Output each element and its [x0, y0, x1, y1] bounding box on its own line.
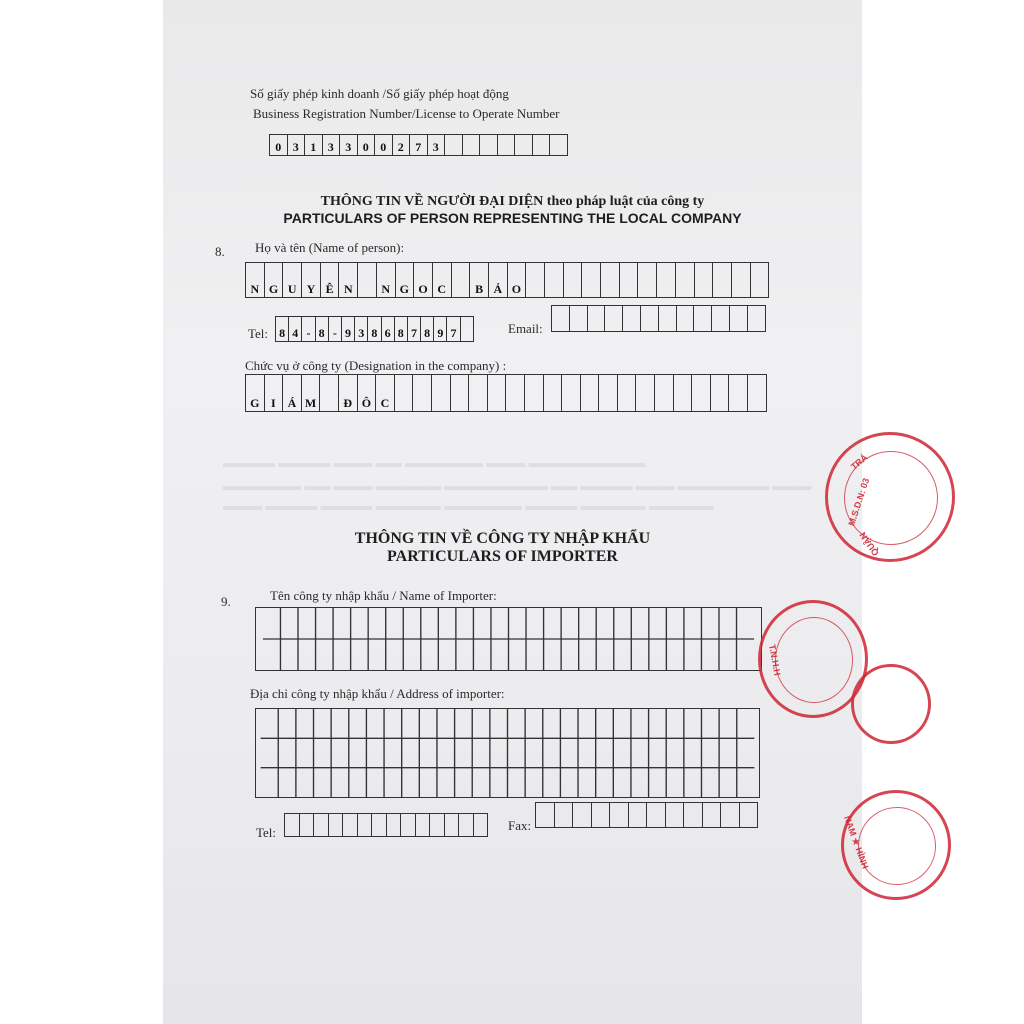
char-box[interactable]: O [414, 263, 433, 297]
char-box[interactable]: Ô [358, 375, 377, 411]
char-box[interactable]: - [302, 317, 315, 341]
char-box[interactable] [536, 803, 555, 827]
char-box[interactable] [506, 375, 525, 411]
char-box[interactable]: 8 [276, 317, 289, 341]
char-box[interactable] [387, 814, 402, 836]
char-box[interactable] [676, 263, 695, 297]
char-box[interactable]: 9 [342, 317, 355, 341]
char-box[interactable] [463, 135, 481, 155]
char-box[interactable] [372, 814, 387, 836]
char-box[interactable] [684, 803, 703, 827]
char-box[interactable]: 8 [316, 317, 329, 341]
char-box[interactable]: U [283, 263, 302, 297]
char-box[interactable]: 1 [305, 135, 323, 155]
char-box[interactable] [692, 375, 711, 411]
char-box[interactable] [581, 375, 600, 411]
char-box[interactable] [740, 803, 759, 827]
char-box[interactable] [545, 263, 564, 297]
document-page [163, 0, 881, 1024]
char-box[interactable] [416, 814, 431, 836]
char-box[interactable] [655, 375, 674, 411]
char-box[interactable]: M [302, 375, 321, 411]
char-box[interactable] [469, 375, 488, 411]
designation-label: Chức vụ ở công ty (Designation in the company) : [245, 358, 507, 373]
email-boxes[interactable] [551, 305, 766, 332]
char-box[interactable] [674, 375, 693, 411]
char-box[interactable] [285, 814, 300, 836]
char-box[interactable] [703, 803, 722, 827]
char-box[interactable] [562, 375, 581, 411]
char-box[interactable]: Ê [321, 263, 340, 297]
company-seal-stamp [841, 790, 951, 900]
char-box[interactable] [550, 135, 568, 155]
char-box[interactable]: G [396, 263, 415, 297]
char-box[interactable]: 3 [428, 135, 446, 155]
importer-name-label: Tên công ty nhập khẩu / Name of Importer: [270, 588, 497, 603]
show-through-text: ▬▬▬ ▬▬▬▬ ▬▬▬▬ ▬▬▬▬▬ ▬▬▬▬▬▬ ▬▬▬▬ ▬▬▬▬▬ ▬▬▬▬▬ [223, 498, 714, 513]
char-box[interactable] [533, 135, 551, 155]
char-box[interactable] [358, 814, 373, 836]
stamp-text: QUẬN [857, 530, 881, 558]
char-box[interactable]: 6 [382, 317, 395, 341]
char-box[interactable]: 3 [355, 317, 368, 341]
char-box[interactable]: C [433, 263, 452, 297]
designation-boxes[interactable] [245, 374, 767, 412]
char-box[interactable] [525, 375, 544, 411]
char-box[interactable]: 0 [270, 135, 288, 155]
char-box[interactable] [629, 803, 648, 827]
char-box[interactable]: C [376, 375, 395, 411]
char-box[interactable] [445, 135, 463, 155]
char-box[interactable] [588, 306, 606, 331]
char-box[interactable] [638, 263, 657, 297]
char-box[interactable] [358, 263, 377, 297]
char-box[interactable]: Y [302, 263, 321, 297]
char-box[interactable] [564, 263, 583, 297]
char-box[interactable] [618, 375, 637, 411]
char-box[interactable] [343, 814, 358, 836]
item-number-9: 9. [221, 594, 231, 609]
char-box[interactable] [544, 375, 563, 411]
char-box[interactable] [599, 375, 618, 411]
char-box[interactable]: 8 [395, 317, 408, 341]
char-box[interactable] [498, 135, 516, 155]
importer-fax-label: Fax: [508, 818, 532, 833]
char-box[interactable]: I [265, 375, 284, 411]
char-box[interactable] [620, 263, 639, 297]
char-box[interactable] [474, 814, 489, 836]
char-box[interactable] [695, 263, 714, 297]
char-box[interactable] [636, 375, 655, 411]
char-box[interactable] [515, 135, 533, 155]
importer-fax-boxes[interactable] [535, 802, 758, 828]
char-box[interactable] [432, 375, 451, 411]
email-label: Email: [508, 321, 543, 336]
char-box[interactable] [623, 306, 641, 331]
char-box[interactable]: B [470, 263, 489, 297]
char-box[interactable] [732, 263, 751, 297]
char-box[interactable]: N [246, 263, 265, 297]
char-box[interactable] [751, 263, 770, 297]
char-box[interactable] [677, 306, 695, 331]
char-box[interactable]: 3 [288, 135, 306, 155]
char-box[interactable] [452, 263, 471, 297]
importer-tel-boxes[interactable] [284, 813, 488, 837]
char-box[interactable] [459, 814, 474, 836]
importer-heading-en: PARTICULARS OF IMPORTER [387, 548, 618, 565]
char-box[interactable] [320, 375, 339, 411]
company-seal-stamp [825, 432, 955, 562]
stamp-text: M.S.D.N: 03 [846, 476, 872, 528]
char-box[interactable]: 9 [434, 317, 447, 341]
char-box[interactable] [657, 263, 676, 297]
char-box[interactable] [712, 306, 730, 331]
char-box[interactable] [721, 803, 740, 827]
importer-address-label: Địa chỉ công ty nhập khẩu / Address of importer: [250, 686, 505, 701]
char-box[interactable]: 7 [447, 317, 460, 341]
business-reg-number-boxes[interactable] [269, 134, 568, 156]
stamp-text: T.N.H.H [767, 643, 783, 677]
char-box[interactable]: 8 [421, 317, 434, 341]
char-box[interactable] [694, 306, 712, 331]
importer-tel-label: Tel: [256, 825, 277, 840]
importer-heading-vi: THÔNG TIN VỀ CÔNG TY NHẬP KHẨU [354, 530, 651, 547]
business-reg-label-vi: Số giấy phép kinh doanh /Số giấy phép hoạt động [250, 86, 509, 101]
char-box[interactable] [647, 803, 666, 827]
person-name-label: Họ và tên (Name of person): [255, 240, 405, 255]
char-box[interactable] [570, 306, 588, 331]
char-box[interactable]: Ả [489, 263, 508, 297]
char-box[interactable] [748, 306, 766, 331]
char-box[interactable]: 7 [408, 317, 421, 341]
char-box[interactable]: - [329, 317, 342, 341]
char-box[interactable] [641, 306, 659, 331]
char-box[interactable]: 4 [289, 317, 302, 341]
char-box[interactable] [711, 375, 730, 411]
importer-address-grid[interactable] [255, 708, 760, 798]
char-box[interactable]: O [508, 263, 527, 297]
char-box[interactable] [610, 803, 629, 827]
show-through-text: ▬▬▬▬▬▬ ▬▬ ▬▬▬ ▬▬▬▬▬ ▬▬▬▬▬▬▬▬ ▬▬ ▬▬▬▬ ▬▬▬ ▬▬▬▬▬▬▬ ▬▬▬ [223, 478, 812, 493]
char-box[interactable] [592, 803, 611, 827]
char-box[interactable] [729, 375, 748, 411]
char-box[interactable] [555, 803, 574, 827]
char-box[interactable] [748, 375, 767, 411]
business-reg-label-en: Business Registration Number/License to Operate Number [253, 106, 560, 121]
char-box[interactable] [401, 814, 416, 836]
char-box[interactable] [461, 317, 474, 341]
char-box[interactable]: N [339, 263, 358, 297]
char-box[interactable] [659, 306, 677, 331]
char-box[interactable]: 3 [323, 135, 341, 155]
char-box[interactable]: Á [283, 375, 302, 411]
char-box[interactable] [314, 814, 329, 836]
char-box[interactable] [573, 803, 592, 827]
char-box[interactable] [713, 263, 732, 297]
representative-heading-en: PARTICULARS OF PERSON REPRESENTING THE LOCAL COMPANY [283, 210, 742, 226]
char-box[interactable] [329, 814, 344, 836]
char-box[interactable] [552, 306, 570, 331]
company-seal-stamp [851, 664, 931, 744]
char-box[interactable]: G [246, 375, 265, 411]
tel-label: Tel: [248, 326, 269, 341]
char-box[interactable] [430, 814, 445, 836]
char-box[interactable] [605, 306, 623, 331]
show-through-text: ▬▬▬▬ ▬▬▬▬ ▬▬▬ ▬▬ ▬▬▬▬▬▬ ▬▬▬ ▬▬▬▬▬▬▬▬▬ [223, 455, 646, 470]
char-box[interactable] [480, 135, 498, 155]
char-box[interactable] [601, 263, 620, 297]
char-box[interactable]: 3 [340, 135, 358, 155]
char-box[interactable]: N [377, 263, 396, 297]
char-box[interactable]: 8 [368, 317, 381, 341]
stamp-text: NAM ★ HÌNH [842, 814, 871, 871]
tel-boxes[interactable] [275, 316, 474, 342]
char-box[interactable] [451, 375, 470, 411]
representative-heading-vi: THÔNG TIN VỀ NGƯỜI ĐẠI DIỆN theo pháp luật của công ty [320, 194, 705, 209]
char-box[interactable] [488, 375, 507, 411]
char-box[interactable] [730, 306, 748, 331]
stamp-text: TRÁ [848, 452, 870, 472]
char-box[interactable]: 0 [358, 135, 376, 155]
char-box[interactable] [582, 263, 601, 297]
char-box[interactable] [666, 803, 685, 827]
char-box[interactable] [526, 263, 545, 297]
char-box[interactable] [300, 814, 315, 836]
char-box[interactable] [413, 375, 432, 411]
char-box[interactable]: 2 [393, 135, 411, 155]
char-box[interactable] [445, 814, 460, 836]
char-box[interactable]: Đ [339, 375, 358, 411]
char-box[interactable]: 7 [410, 135, 428, 155]
person-name-boxes[interactable] [245, 262, 769, 298]
char-box[interactable]: G [265, 263, 284, 297]
char-box[interactable]: 0 [375, 135, 393, 155]
item-number-8: 8. [215, 244, 225, 259]
importer-name-grid[interactable] [255, 607, 762, 671]
char-box[interactable] [395, 375, 414, 411]
